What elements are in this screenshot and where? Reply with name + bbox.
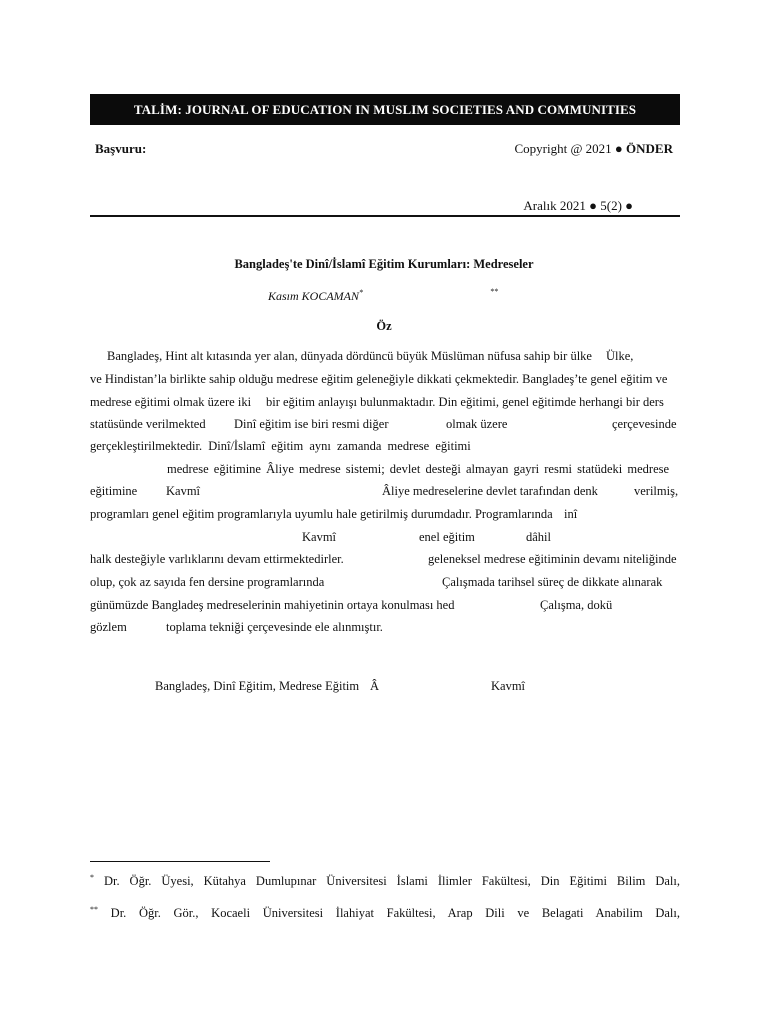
footnote-1-mark: * — [90, 873, 94, 882]
copyright-line — [514, 141, 673, 157]
abstract-line-11b: Çalışmada tarihsel süreç de dikkate alınarak — [442, 575, 663, 589]
abstract-line-4b: Dinî eğitim ise biri resmi diğer — [234, 417, 389, 431]
copyright-prefix: Copyright @ 2021 ● — [514, 141, 627, 156]
abstract-line-4a: statüsünde verilmekted — [90, 417, 206, 431]
abstract-line-11a: olup, çok az sayıda fen dersine programlarında — [90, 575, 325, 589]
abstract-line-1b: Ülke, — [606, 349, 634, 363]
abstract-line-7d: verilmiş, — [634, 484, 679, 498]
copyright-name: ÖNDER — [626, 141, 673, 156]
abstract-heading: Öz — [376, 319, 392, 333]
abstract-line-12a: günümüzde Bangladeş medreselerinin mahiyetinin ortaya konulması hed — [90, 598, 455, 612]
footnote-2-mark: ** — [90, 905, 98, 914]
abstract-line-2: ve Hindistan’la birlikte sahip olduğu medrese eğitim geleneğiyle dikkati çekmektedir. Bangladeş’te genel eğitim ve — [90, 372, 668, 386]
keywords-part-2: Â — [370, 679, 380, 693]
abstract-line-8a: programları genel eğitim programlarıyla uyumlu hale getirilmiş durumdadır. Programlarında — [90, 507, 553, 521]
author-1 — [268, 288, 363, 304]
abstract-line-3b: bir eğitim anlayışı bulunmaktadır. Din eğitimi, genel eğitimde herhangi bir ders — [266, 395, 664, 409]
abstract-line-10a: halk desteğiyle varlıklarını devam ettirmektedirler. — [90, 552, 344, 566]
issue-info: Aralık 2021 ● 5(2) ● — [523, 198, 633, 213]
abstract-line-10b: geleneksel medrese eğitiminin devamı niteliğinde — [428, 552, 677, 566]
abstract-line-7c: Âliye medreselerine devlet tarafından denk — [382, 484, 598, 498]
header-divider — [90, 215, 680, 217]
abstract-line-7b: Kavmî — [166, 484, 201, 498]
keywords-part-1: Bangladeş, Dinî Eğitim, Medrese Eğitim — [155, 679, 360, 693]
abstract-line-4d: çerçevesinde — [612, 417, 677, 431]
abstract-line-9a: Kavmî — [302, 530, 337, 544]
abstract-line-3a: medrese eğitimi olmak üzere iki — [90, 395, 252, 409]
footnote-1-text: Dr. Öğr. Üyesi, Kütahya Dumlupınar Üniversitesi İslami İlimler Fakültesi, Din Eğitimi Bilim Dalı, — [103, 874, 681, 888]
footnote-2 — [90, 905, 680, 921]
abstract-line-5: gerçekleştirilmektedir. Dinî/İslamî eğitim aynı zamanda medrese eğitimi — [90, 439, 471, 453]
abstract-line-1a: Bangladeş, Hint alt kıtasında yer alan, dünyada dördüncü büyük Müslüman nüfusa sahip bir ülke — [107, 349, 592, 363]
keywords-part-3: Kavmî — [491, 679, 526, 693]
footnote-2-text: Dr. Öğr. Gör., Kocaeli Üniversitesi İlahiyat Fakültesi, Arap Dili ve Belagati Anabilim Dalı, — [110, 906, 680, 920]
footnote-divider — [90, 861, 270, 862]
footnote-1 — [90, 873, 680, 889]
abstract-line-6: medrese eğitimine Âliye medrese sistemi; devlet desteği almayan gayri resmi statüdeki medrese — [167, 462, 670, 476]
abstract-line-9c: dâhil — [526, 530, 551, 544]
author-1-mark: * — [359, 288, 364, 297]
abstract-line-13a: gözlem — [90, 620, 127, 634]
author-1-name[interactable]: Kasım KOCAMAN — [268, 289, 360, 303]
abstract-line-4c: olmak üzere — [446, 417, 508, 431]
abstract-line-8b: inî — [564, 507, 578, 521]
abstract-line-13b: toplama tekniği çerçevesinde ele alınmıştır. — [166, 620, 383, 634]
author-2-mark: ** — [490, 287, 498, 296]
submission-label: Başvuru: — [95, 141, 147, 156]
abstract-line-12b: Çalışma, dokü — [540, 598, 613, 612]
abstract-line-9b: enel eğitim — [419, 530, 475, 544]
abstract-line-7a: eğitimine — [90, 484, 138, 498]
article-title: Bangladeş'te Dinî/İslamî Eğitim Kurumları: Medreseler — [234, 257, 534, 271]
journal-banner: TALİM: JOURNAL OF EDUCATION IN MUSLIM SOCIETIES AND COMMUNITIES — [90, 94, 680, 125]
